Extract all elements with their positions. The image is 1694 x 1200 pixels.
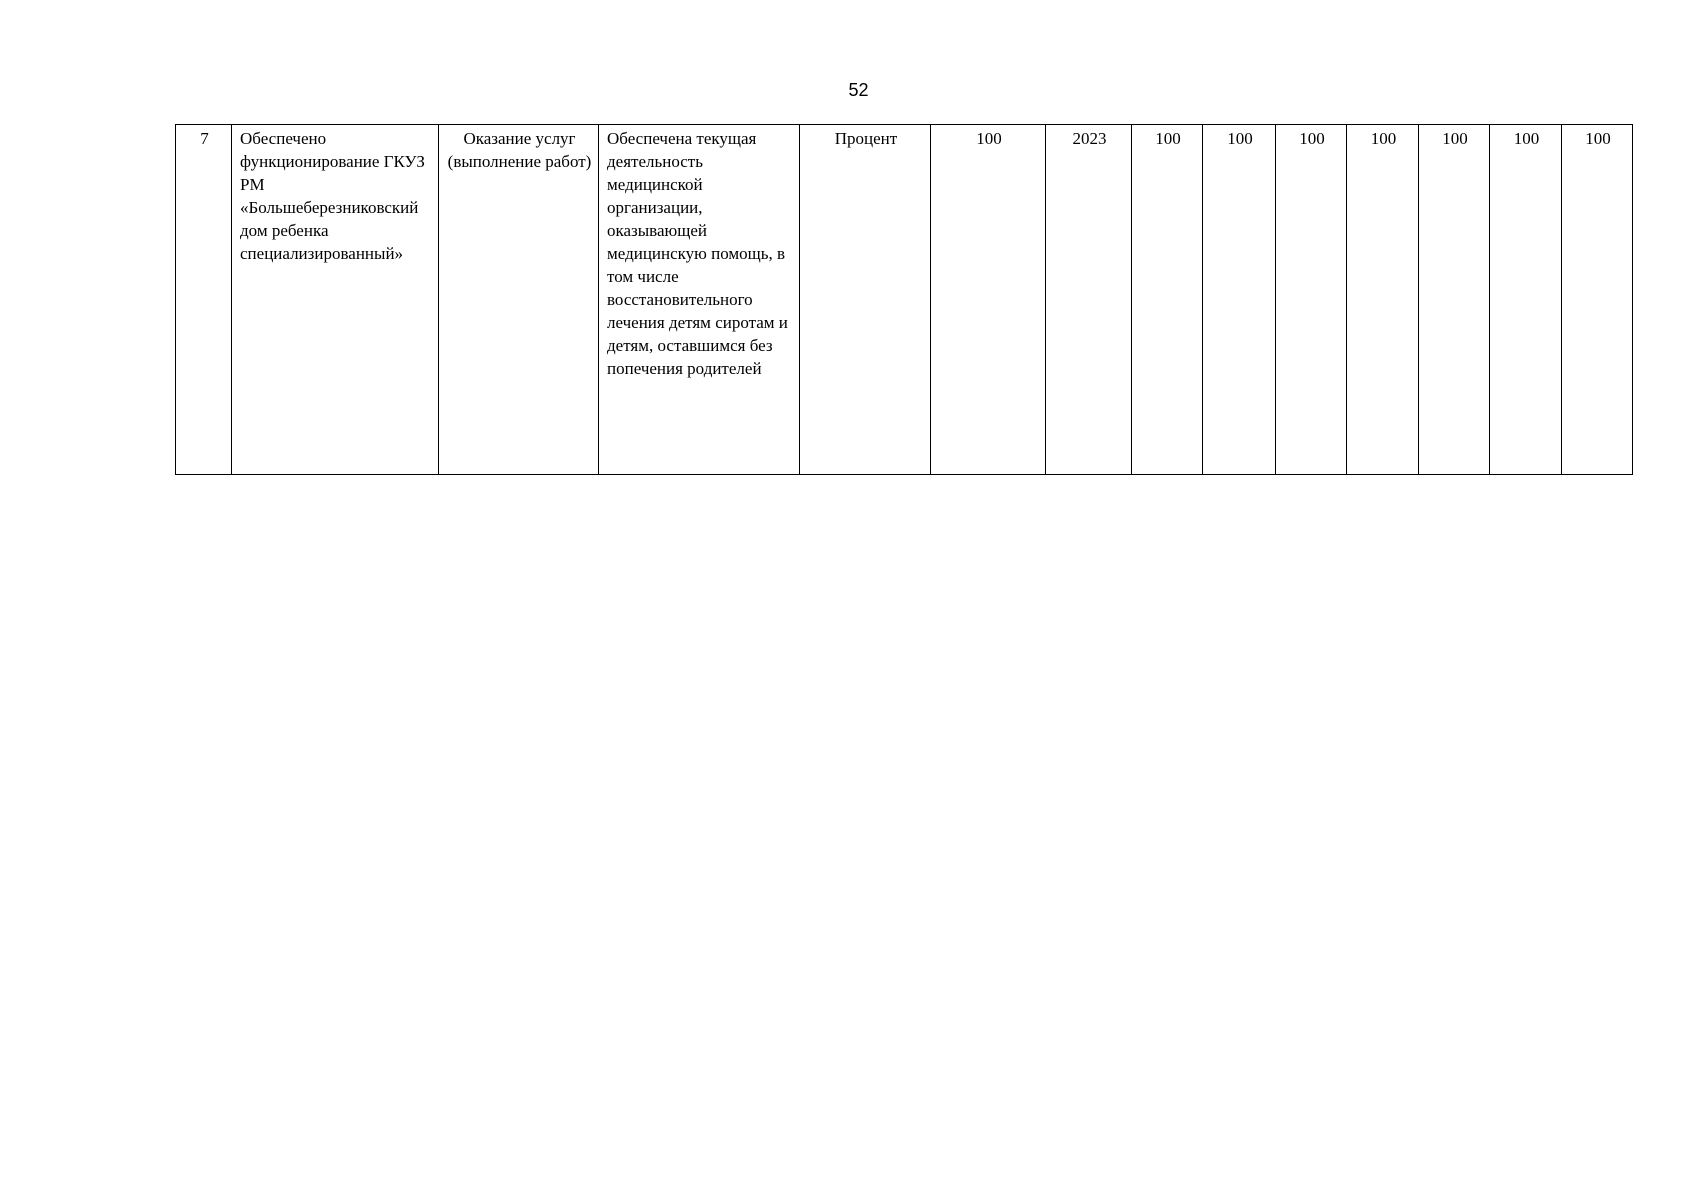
year-value-cell: 100 xyxy=(1132,125,1203,475)
year-value-cell: 100 xyxy=(1203,125,1276,475)
page-number: 52 xyxy=(848,80,869,100)
unit-cell: Процент xyxy=(800,125,931,475)
year-value-cell: 100 xyxy=(1276,125,1347,475)
table-row xyxy=(176,125,1633,475)
type-cell: Оказание услуг (выполнение работ) xyxy=(439,125,599,475)
result-text: Обеспечено функционирование ГКУЗ РМ «Большеберезниковский дом ребенка специализированный» xyxy=(240,129,425,263)
year-value-cell: 100 xyxy=(1347,125,1419,475)
year-value-cell: 100 xyxy=(1490,125,1562,475)
row-number-cell: 7 xyxy=(176,125,232,475)
description-cell: Обеспечена текущая деятельность медицинской организации, оказывающей медицинскую помощь, в том числе восстановительного лечения детям сиротам и детям, оставшимся без попечения родителей xyxy=(599,125,800,475)
indicators-table xyxy=(175,124,1633,475)
year-value-cell: 100 xyxy=(1419,125,1490,475)
base-value-cell: 100 xyxy=(931,125,1046,475)
year-value-cell: 100 xyxy=(1562,125,1633,475)
base-year-cell: 2023 xyxy=(1046,125,1132,475)
result-cell xyxy=(232,125,439,475)
